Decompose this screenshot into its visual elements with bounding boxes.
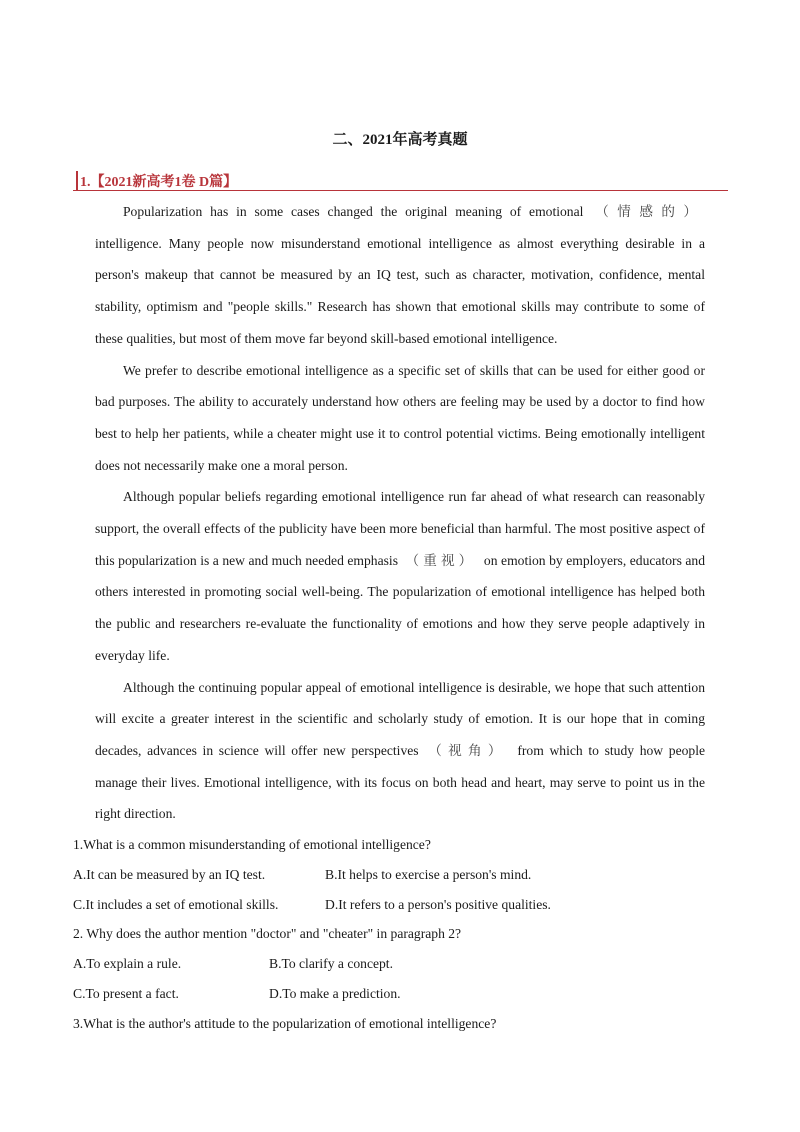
gloss-annotation: （视角） <box>428 742 508 758</box>
question-2-option-b: B.To clarify a concept. <box>269 956 393 972</box>
paragraph-4 <box>95 672 705 831</box>
paragraph-3-text-a: Although popular beliefs regarding emotional intelligence run far ahead of what research can reasonably support, the overall effects of the publicity have been more beneficial than harmful. The most positive aspect of this popularization is a new and much needed emphasis <box>95 489 705 568</box>
question-2-options-row-2 <box>73 979 733 1009</box>
section-heading-bar <box>73 170 728 191</box>
paragraph-3-text-b: on emotion by employers, educators and others interested in promoting social well-being. The popularization of emotional intelligence has helped both the public and researchers re-evaluate the functionality of emotions and how they serve people adaptively in everyday life. <box>95 552 706 663</box>
section-heading: 1.【2021新高考1卷 D篇】 <box>76 171 237 191</box>
question-2-stem: 2. Why does the author mention "doctor" and "cheater" in paragraph 2? <box>73 926 462 942</box>
paragraph-1-text-a: Popularization has in some cases changed the original meaning of emotional <box>123 204 584 219</box>
question-1-stem: 1.What is a common misunderstanding of emotional intelligence? <box>73 837 431 852</box>
page-title: 二、2021年高考真题 <box>332 132 468 148</box>
paragraph-2: We prefer to describe emotional intelligence as a specific set of skills that can be used for either good or bad purposes. The ability to accurately understand how others are feeling may be used by a doctor to find how best to help her patients, while a cheater might use it to control potential victims. Being emotionally intelligent does not necessarily make one a moral person. <box>95 362 705 473</box>
question-2-option-a: A.To explain a rule. <box>73 956 182 972</box>
question-2-options-row-1 <box>73 949 733 979</box>
question-1-option-d: D.It refers to a person's positive qualities. <box>325 896 551 912</box>
question-3-stem: 3.What is the author's attitude to the popularization of emotional intelligence? <box>73 1015 497 1031</box>
paragraph-3 <box>95 481 705 671</box>
gloss-annotation: （情感的） <box>595 204 701 219</box>
question-list <box>73 830 733 1039</box>
question-1-option-b: B.It helps to exercise a person's mind. <box>325 866 532 882</box>
question-1-options-row-2 <box>73 890 733 920</box>
gloss-annotation: （重视） <box>405 552 477 568</box>
question-2-option-c: C.To present a fact. <box>73 985 179 1001</box>
question-1-options-row-1 <box>73 860 733 890</box>
paragraph-4-text-b: from which to study how people manage their lives. Emotional intelligence, with its focus on both head and heart, may serve to point us in the right direction. <box>95 742 706 822</box>
paragraph-1-text-b: intelligence. Many people now misunderstand emotional intelligence as almost everything desirable in a person's makeup that cannot be measured by an IQ test, such as character, motivation, confidence, mental stability, optimism and "people skills." Research has shown that emotional skills may contribute to some of these qualities, but most of them move far beyond skill-based emotional intelligence. <box>95 235 705 346</box>
question-1-option-c: C.It includes a set of emotional skills. <box>73 896 279 912</box>
reading-passage <box>95 196 705 830</box>
paragraph-1 <box>95 196 705 355</box>
question-2-option-d: D.To make a prediction. <box>269 985 401 1001</box>
paragraph-4-text-a: Although the continuing popular appeal of emotional intelligence is desirable, we hope that such attention will excite a greater interest in the scientific and scholarly study of emotion. It is our hope that in coming decades, advances in science will offer new perspectives <box>95 679 705 758</box>
question-1-option-a: A.It can be measured by an IQ test. <box>73 866 266 882</box>
